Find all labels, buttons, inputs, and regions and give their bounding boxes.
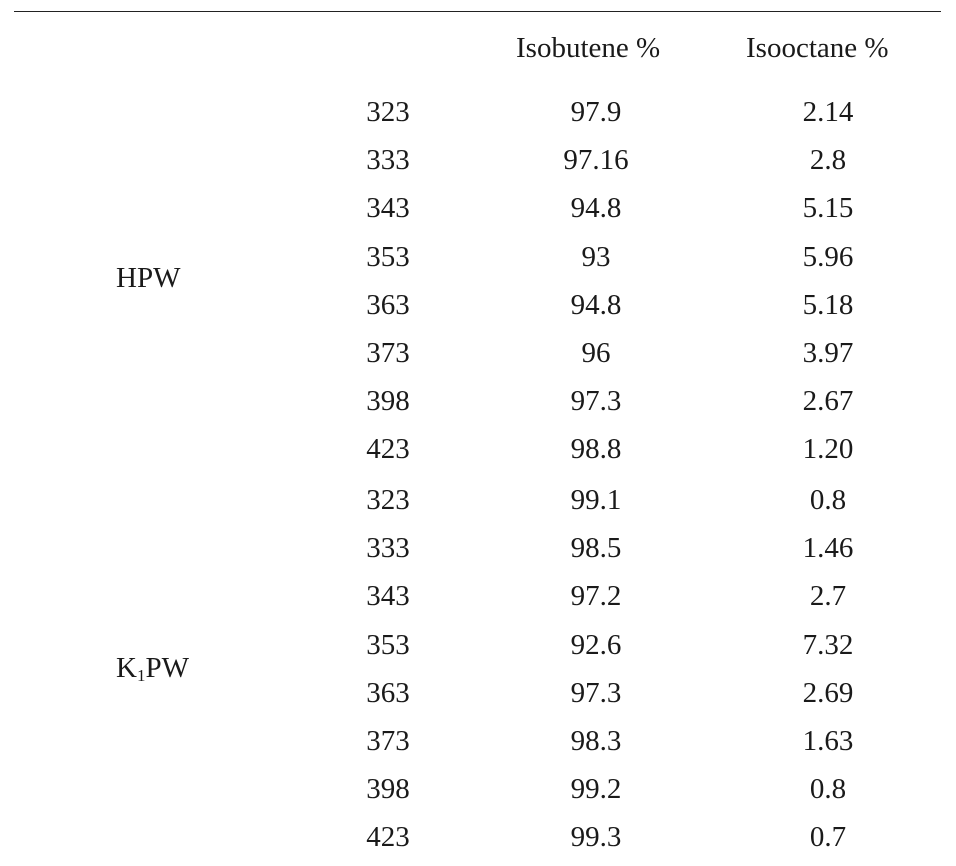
table-row xyxy=(0,142,956,178)
table-row xyxy=(0,675,956,711)
table-row xyxy=(0,287,956,323)
isooctane-cell: 1.63 xyxy=(802,725,854,757)
isobutene-cell: 97.3 xyxy=(570,677,622,709)
table-row xyxy=(0,819,956,855)
isooctane-cell: 0.7 xyxy=(809,821,847,853)
isobutene-cell: 97.9 xyxy=(570,96,622,128)
temperature-cell: 323 xyxy=(366,96,410,128)
isobutene-cell: 97.3 xyxy=(570,385,622,417)
isooctane-cell: 5.96 xyxy=(802,241,854,273)
table-row xyxy=(0,723,956,759)
table-row xyxy=(0,383,956,419)
header-isooctane: Isooctane % xyxy=(746,32,889,64)
temperature-cell: 363 xyxy=(366,289,410,321)
temperature-cell: 343 xyxy=(366,192,410,224)
temperature-cell: 398 xyxy=(366,773,410,805)
temperature-cell: 323 xyxy=(366,484,410,516)
isobutene-cell: 98.8 xyxy=(570,433,622,465)
temperature-cell: 353 xyxy=(366,629,410,661)
table-row xyxy=(0,530,956,566)
isooctane-cell: 5.15 xyxy=(802,192,854,224)
isooctane-cell: 2.69 xyxy=(802,677,854,709)
isooctane-cell: 3.97 xyxy=(802,337,854,369)
isobutene-cell: 99.3 xyxy=(570,821,622,853)
temperature-cell: 373 xyxy=(366,337,410,369)
isobutene-cell: 97.2 xyxy=(570,580,622,612)
isooctane-cell: 2.7 xyxy=(809,580,847,612)
isobutene-cell: 99.2 xyxy=(570,773,622,805)
table-top-rule xyxy=(14,11,941,12)
isobutene-cell: 93 xyxy=(581,241,611,273)
isobutene-cell: 98.3 xyxy=(570,725,622,757)
temperature-cell: 333 xyxy=(366,144,410,176)
isooctane-cell: 2.67 xyxy=(802,385,854,417)
header-isobutene: Isobutene % xyxy=(516,32,661,64)
temperature-cell: 353 xyxy=(366,241,410,273)
isobutene-cell: 97.16 xyxy=(563,144,629,176)
isooctane-cell: 7.32 xyxy=(802,629,854,661)
temperature-cell: 363 xyxy=(366,677,410,709)
isobutene-cell: 98.5 xyxy=(570,532,622,564)
temperature-cell: 423 xyxy=(366,821,410,853)
isooctane-cell: 2.8 xyxy=(809,144,847,176)
isobutene-cell: 94.8 xyxy=(570,192,622,224)
table-row xyxy=(0,771,956,807)
isobutene-cell: 96 xyxy=(581,337,611,369)
table-row xyxy=(0,578,956,614)
temperature-cell: 398 xyxy=(366,385,410,417)
temperature-cell: 373 xyxy=(366,725,410,757)
table-row xyxy=(0,94,956,130)
group-label-k1pw: $K_1PW$ xyxy=(116,652,189,685)
temperature-cell: 423 xyxy=(366,433,410,465)
isooctane-cell: 1.46 xyxy=(802,532,854,564)
isobutene-cell: 92.6 xyxy=(570,629,622,661)
table-row xyxy=(0,627,956,663)
isobutene-cell: 99.1 xyxy=(570,484,622,516)
isobutene-cell: 94.8 xyxy=(570,289,622,321)
table-row xyxy=(0,335,956,371)
table-row xyxy=(0,239,956,275)
temperature-cell: 333 xyxy=(366,532,410,564)
temperature-cell: 343 xyxy=(366,580,410,612)
table-row xyxy=(0,190,956,226)
isooctane-cell: 5.18 xyxy=(802,289,854,321)
isooctane-cell: 1.20 xyxy=(802,433,854,465)
isooctane-cell: 0.8 xyxy=(809,773,847,805)
isooctane-cell: 2.14 xyxy=(802,96,854,128)
table-row xyxy=(0,482,956,518)
isooctane-cell: 0.8 xyxy=(809,484,847,516)
table-row xyxy=(0,431,956,467)
group-label-hpw: HPW xyxy=(116,262,181,294)
